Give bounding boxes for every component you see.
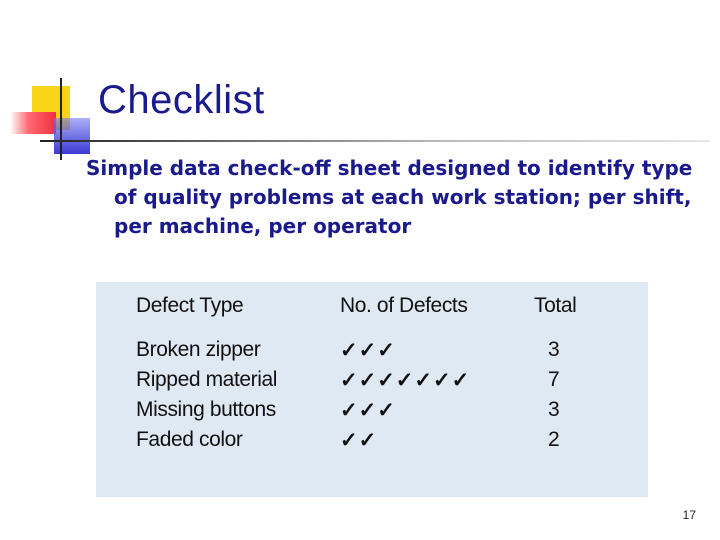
slide-title: Checklist	[98, 78, 265, 122]
check-marks-cell: ✓✓✓	[340, 339, 396, 362]
header-number-of-defects: No. of Defects	[340, 294, 468, 317]
defect-type-cell: Broken zipper	[136, 338, 261, 361]
header-total: Total	[534, 294, 577, 317]
total-cell: 7	[548, 368, 560, 391]
slide-body-text: Simple data check-off sheet designed to identify type of quality problems at each work station; per shift, per machine, per operator	[86, 156, 693, 238]
title-underline	[40, 140, 710, 142]
total-cell: 3	[548, 398, 560, 421]
defect-type-cell: Missing buttons	[136, 398, 276, 421]
decorative-vertical-line	[60, 78, 62, 160]
check-marks-cell: ✓✓✓✓✓✓✓	[340, 369, 471, 392]
total-cell: 3	[548, 338, 560, 361]
defect-type-cell: Ripped material	[136, 368, 278, 391]
total-cell: 2	[548, 428, 560, 451]
check-marks-cell: ✓✓✓	[340, 399, 396, 422]
decorative-red-bar	[10, 112, 56, 134]
header-defect-type: Defect Type	[136, 294, 244, 317]
check-marks-cell: ✓✓	[340, 429, 378, 452]
defect-type-cell: Faded color	[136, 428, 243, 451]
page-number: 17	[682, 508, 696, 522]
checklist-table-panel	[96, 282, 648, 497]
